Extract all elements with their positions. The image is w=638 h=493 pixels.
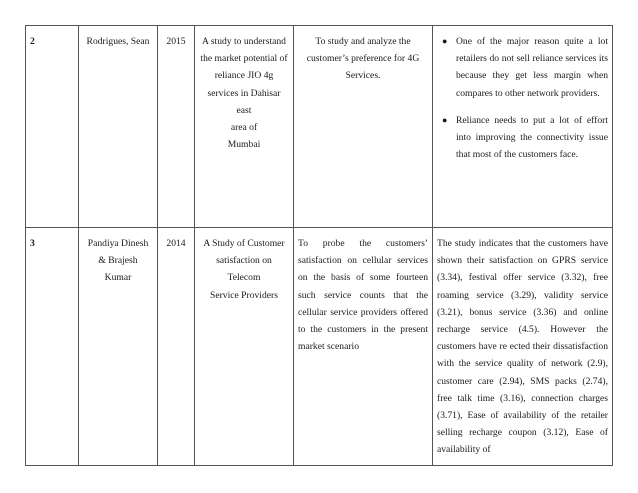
- title-line: satisfaction on: [216, 255, 272, 267]
- study-title-cell: [195, 228, 294, 466]
- objective-line: Services.: [345, 70, 381, 82]
- year-cell: 2014: [158, 228, 195, 466]
- findings-item: [437, 112, 608, 164]
- author-line: Rodrigues, Sean: [86, 36, 150, 47]
- objective-line: customer’s preference for 4G: [306, 53, 420, 65]
- author-line: & Brajesh: [98, 255, 138, 267]
- objective-line: To study and analyze the: [315, 36, 411, 47]
- study-title-cell: [195, 26, 294, 228]
- findings-cell: [433, 26, 613, 228]
- title-line: A study to understand: [202, 36, 286, 47]
- title-line: Telecom: [227, 272, 261, 284]
- objective-cell: [294, 26, 433, 228]
- findings-text: Reliance needs to put a lot of effort into improving the connectivity issue that most of the customers face.: [456, 114, 608, 161]
- author-line: Kumar: [104, 272, 132, 284]
- title-line: services in Dahisar east: [207, 87, 281, 116]
- bullet-icon: ●: [442, 36, 448, 46]
- title-line: area of: [230, 122, 258, 134]
- title-line: A Study of Customer: [203, 238, 285, 249]
- findings-text: One of the major reason quite a lot retailers do not sell reliance services its because they get less margin when compares to other network providers.: [456, 36, 608, 99]
- table-row: [26, 228, 613, 466]
- author-line: Pandiya Dinesh: [87, 238, 149, 249]
- literature-review-table: [25, 25, 613, 466]
- serial-number-cell: 3: [26, 228, 79, 466]
- year-cell: 2015: [158, 26, 195, 228]
- findings-cell: The study indicates that the customers have shown their satisfaction on GPRS service (3.34), festival offer service (3.32), free roaming service (3.29), validity service (3.21), bonus service (3.36) and online recharge service (4.5). However the customers have re ected their dissatisfaction with the service quality of network (2.9), customer care (2.94), SMS packs (2.74), free talk time (3.16), connection charges (3.71), Ease of availability of the retailer selling recharge coupon (3.12), Ease of availability of: [433, 228, 613, 466]
- table-row: [26, 26, 613, 228]
- bullet-icon: ●: [442, 114, 448, 125]
- author-cell: [79, 228, 158, 466]
- title-line: Mumbai: [227, 139, 261, 151]
- title-line: the market potential of: [200, 53, 288, 65]
- findings-item: [437, 33, 608, 102]
- author-cell: [79, 26, 158, 228]
- objective-cell: To probe the customers’ satisfaction on cellular services on the basis of some fourteen such service counts that the cellular service providers offered to the customers in the present market scenario: [294, 228, 433, 466]
- findings-list: [437, 33, 608, 163]
- title-line: reliance JIO 4g: [214, 70, 274, 82]
- serial-number-cell: 2: [26, 26, 79, 228]
- title-line: Service Providers: [210, 289, 278, 301]
